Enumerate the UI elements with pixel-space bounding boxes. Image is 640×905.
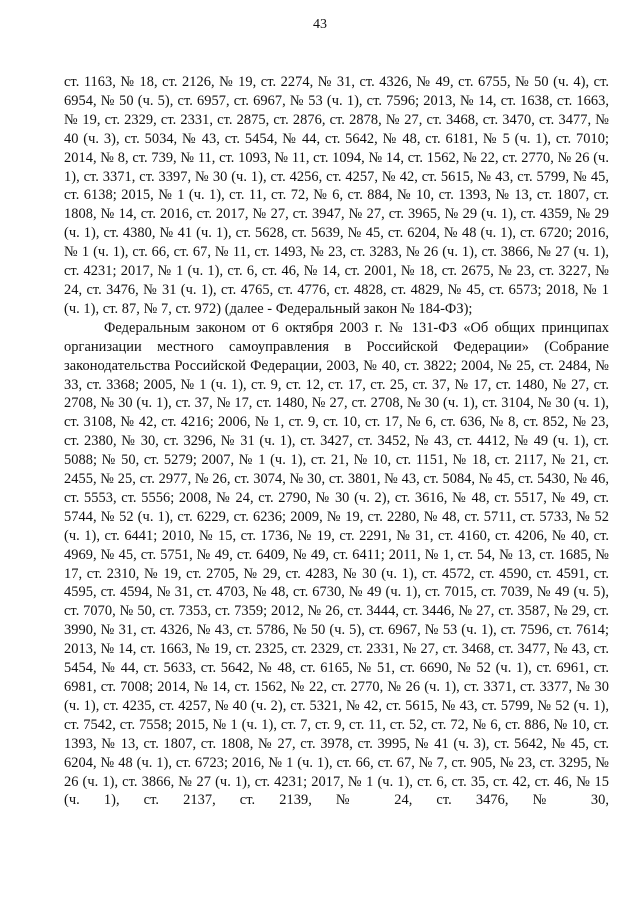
paragraph-federal-law-131-references: Федеральным законом от 6 октября 2003 г. № 131-ФЗ «Об общих принципах организации местного самоуправления в Российской Федерации» (Собрание законодательства Российской Федерации, 2003, № 40, ст. 3822; 2004, № 25, ст. 2484, № 33, ст. 3368; 2005, № 1 (ч. 1), ст. 9, ст. 12, ст. 17, ст. 25, ст. 37, № 17, ст. 1480, № 27, ст. 2708, № 30 (ч. 1), ст. 37, № 17, ст. 1480, № 27, ст. 2708, № 30 (ч. 1), ст. 3104, № 30 (ч. 1), ст. 3108, № 42, ст. 4216; 2006, № 1, ст. 9, ст. 10, ст. 17, № 6, ст. 636, № 8, ст. 852, № 23, ст. 2380, № 30, ст. 3296, № 31 (ч. 1), ст. 3427, ст. 3452, № 43, ст. 4412, № 49 (ч. 1), ст. 5088; № 50, ст. 5279; 2007, № 1 (ч. 1), ст. 21, № 10, ст. 1151, № 18, ст. 2117, № 21, ст. 2455, № 25, ст. 2977, № 26, ст. 3074, № 30, ст. 3801, № 43, ст. 5084, № 45, ст. 5430, № 46, ст. 5553, ст. 5556; 2008, № 24, ст. 2790, № 30 (ч. 2), ст. 3616, № 48, ст. 5517, № 49, ст. 5744, № 52 (ч. 1), ст. 6229, ст. 6236; 2009, № 19, ст. 2280, № 48, ст. 5711, ст. 5733, № 52 (ч. 1), ст. 6441; 2010, № 15, ст. 1736, № 19, ст. 2291, № 31, ст. 4160, ст. 4206, № 40, ст. 4969, № 45, ст. 5751, № 49, ст. 6409, № 49, ст. 6411; 2011, № 1, ст. 54, № 13, ст. 1685, № 17, ст. 2310, № 19, ст. 2705, № 29, ст. 4283, № 30 (ч. 1), ст. 4572, ст. 4590, ст. 4591, ст. 4595, ст. 4594, № 31, ст. 4703, № 48, ст. 6730, № 49 (ч. 1), ст. 7015, ст. 7039, № 49 (ч. 5), ст. 7070, № 50, ст. 7353, ст. 7359; 2012, № 26, ст. 3444, ст. 3446, № 27, ст. 3587, № 29, ст. 3990, № 31, ст. 4326, № 43, ст. 5786, № 50 (ч. 5), ст. 6967, № 53 (ч. 1), ст. 7596, ст. 7614; 2013, № 14, ст. 1663, № 19, ст. 2325, ст. 2329, ст. 2331, № 27, ст. 3468, ст. 3477, № 43, ст. 5454, № 44, ст. 5633, ст. 5642, № 48, ст. 6165, № 51, ст. 6690, № 52 (ч. 1), ст. 6961, ст. 6981, ст. 7008; 2014, № 14, ст. 1562, № 22, ст. 2770, № 26 (ч. 1), ст. 3371, ст. 3377, № 30 (ч. 1), ст. 4235, ст. 4257, № 40 (ч. 2), ст. 5321, № 42, ст. 5615, № 43, ст. 5799, № 52 (ч. 1), ст. 7542, ст. 7558; 2015, № 1 (ч. 1), ст. 7, ст. 9, ст. 11, ст. 52, ст. 72, № 6, ст. 886, № 10, ст. 1393, № 13, ст. 1807, ст. 1808, № 27, ст. 3978, ст. 3995, № 41 (ч. 3), ст. 5642, № 45, ст. 6204, № 48 (ч. 1), ст. 6723; 2016, № 1 (ч. 1), ст. 66, ст. 67, № 7, ст. 905, № 23, ст. 3295, № 26 (ч. 1), ст. 3866, № 27 (ч. 1), ст. 4231; 2017, № 1 (ч. 1), ст. 6, ст. 35, ст. 42, ст. 46, № 15 (ч. 1), ст. 2137, ст. 2139, № 24, ст. 3476, № 30, — [64, 319, 609, 809]
page-number: 43 — [313, 17, 327, 32]
document-body — [64, 73, 609, 810]
paragraph-federal-law-184-references: ст. 1163, № 18, ст. 2126, № 19, ст. 2274, № 31, ст. 4326, № 49, ст. 6755, № 50 (ч. 4), ст. 6954, № 50 (ч. 5), ст. 6957, ст. 6967, № 53 (ч. 1), ст. 7596; 2013, № 14, ст. 1638, ст. 1663, № 19, ст. 2329, ст. 2331, ст. 2875, ст. 2876, ст. 2878, № 27, ст. 3468, ст. 3470, ст. 3477, № 40 (ч. 3), ст. 5034, № 43, ст. 5454, № 44, ст. 5642, № 48, ст. 6181, № 5 (ч. 1), ст. 7010; 2014, № 8, ст. 739, № 11, ст. 1093, № 11, ст. 1094, № 14, ст. 1562, № 22, ст. 2770, № 26 (ч. 1), ст. 3371, ст. 3397, № 30 (ч. 1), ст. 4256, ст. 4257, № 42, ст. 5615, № 43, ст. 5799, № 45, ст. 6138; 2015, № 1 (ч. 1), ст. 11, ст. 72, № 6, ст. 884, № 10, ст. 1393, № 13, ст. 1807, ст. 1808, № 14, ст. 2016, ст. 2017, № 27, ст. 3947, № 27, ст. 3965, № 29 (ч. 1), ст. 4359, № 29 (ч. 1), ст. 4380, № 41 (ч. 1), ст. 5628, ст. 5639, № 45, ст. 6204, № 48 (ч. 1), ст. 6720; 2016, № 1 (ч. 1), ст. 66, ст. 67, № 11, ст. 1493, № 23, ст. 3283, № 26 (ч. 1), ст. 3866, № 27 (ч. 1), ст. 4231; 2017, № 1 (ч. 1), ст. 6, ст. 46, № 14, ст. 2001, № 18, ст. 2675, № 23, ст. 3227, № 24, ст. 3476, № 31 (ч. 1), ст. 4765, ст. 4776, ст. 4828, ст. 4829, № 45, ст. 6573; 2018, № 1 (ч. 1), ст. 87, № 7, ст. 972) (далее - Федеральный закон № 184-ФЗ); — [64, 74, 609, 317]
